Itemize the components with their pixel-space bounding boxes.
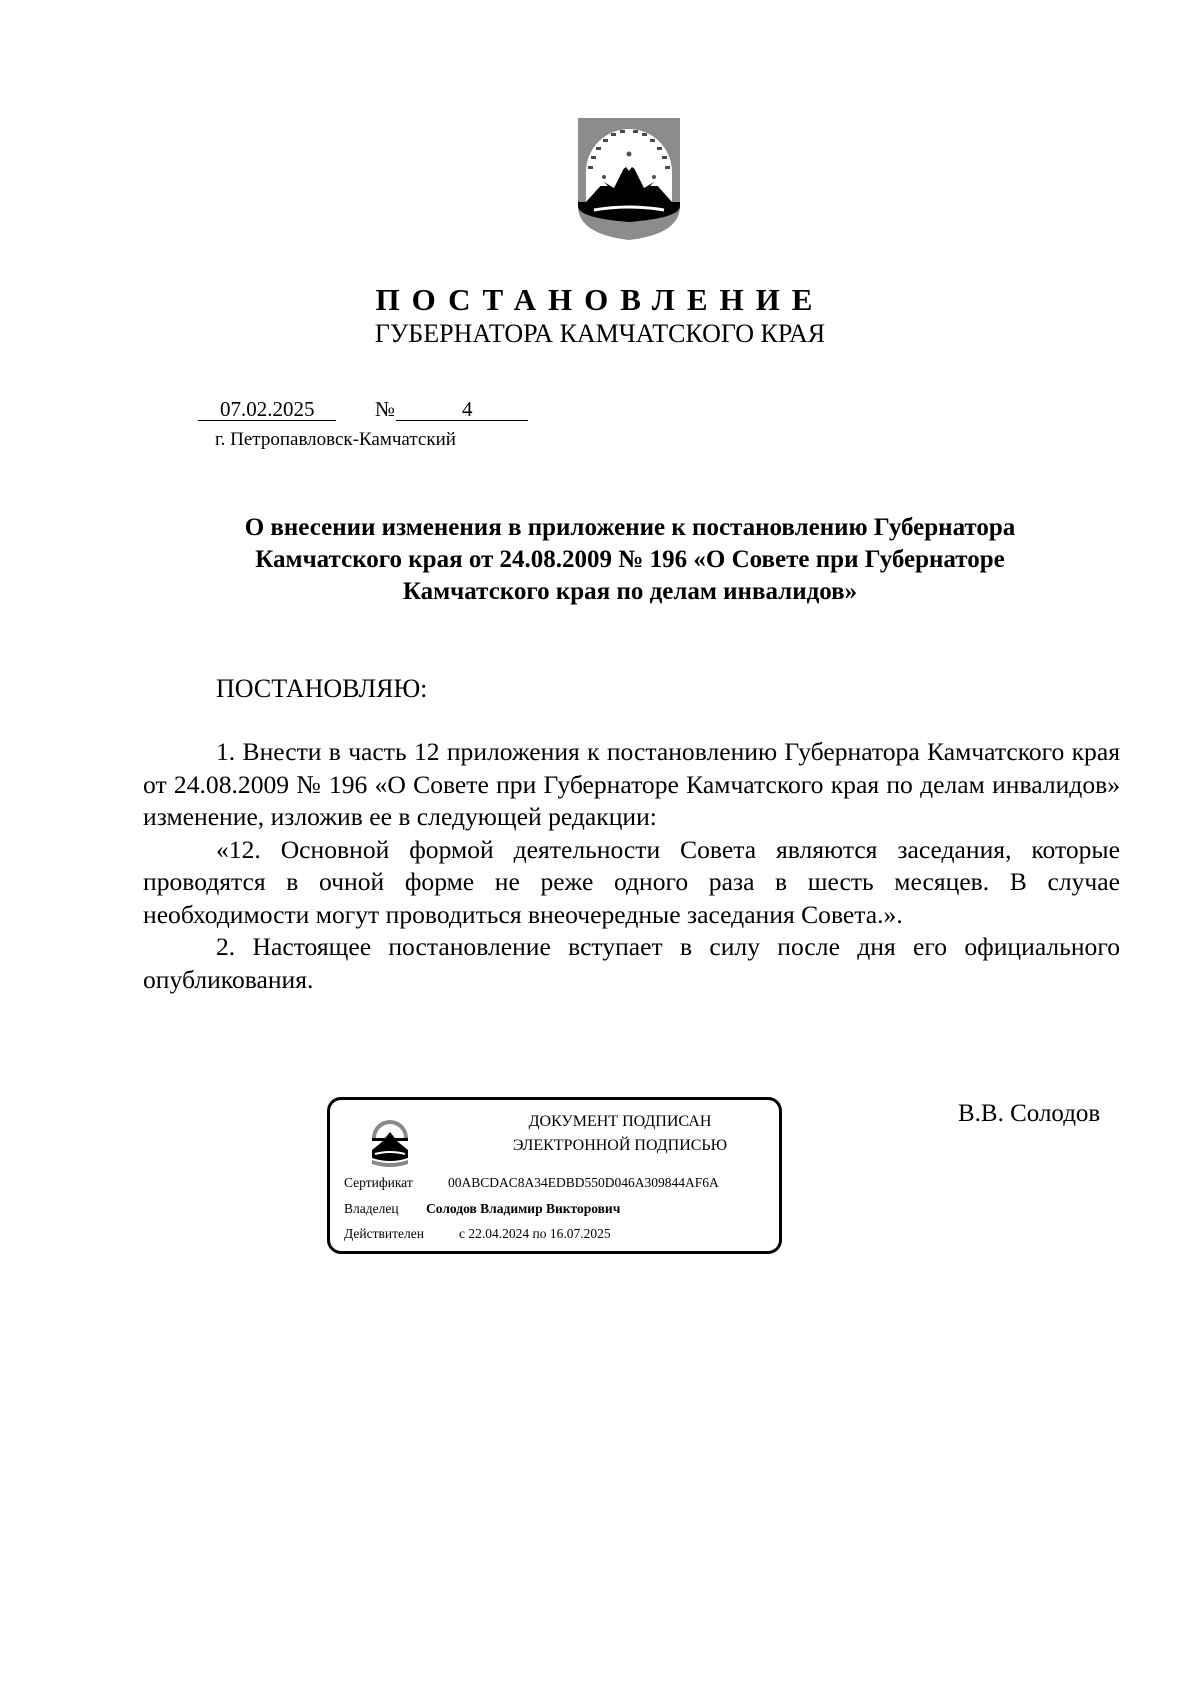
document-date: 07.02.2025: [220, 397, 315, 421]
valid-value: с 22.04.2024 по 16.07.2025: [459, 1226, 611, 1241]
cert-label: Сертификат: [344, 1175, 413, 1190]
paragraph-3: 2. Настоящее постановление вступает в силу после дня его официального опубликования.: [143, 932, 1120, 994]
coat-of-arms-icon: [574, 114, 684, 242]
stamp-owner-row: [344, 1201, 621, 1217]
stamp-valid-row: [344, 1226, 611, 1242]
resolve-heading: ПОСТАНОВЛЯЮ:: [216, 674, 428, 703]
paragraph-1: 1. Внести в часть 12 приложения к постановлению Губернатора Камчатского края от 24.08.2009 № 196 «О Совете при Губернаторе Камчатского края по делам инвалидов» изменение, изложив ее в следующей редакции:: [143, 737, 1120, 831]
stamp-line-1: ДОКУМЕНТ ПОДПИСАН: [528, 1113, 712, 1130]
paragraph-2: «12. Основной формой деятельности Совета являются заседания, которые проводятся в очной форме не реже одного раза в шесть месяцев. В случае необходимости могут проводиться внеочередные заседания Совета.».: [143, 834, 1120, 929]
subject-line: Камчатского края от 24.08.2009 № 196 «О Совете при Губернаторе: [255, 546, 1005, 573]
document-subject: [170, 512, 1090, 608]
document-body: [143, 736, 1120, 996]
stamp-cert-row: [344, 1175, 719, 1191]
cert-value: 00ABCDAC8A34EDBD550D046A309844AF6A: [448, 1175, 719, 1190]
subject-line: О внесении изменения в приложение к постановлению Губернатора: [244, 514, 1016, 541]
number-sign: №: [375, 397, 396, 421]
stamp-line-2: ЭЛЕКТРОННОЙ ПОДПИСЬЮ: [512, 1137, 728, 1154]
valid-label: Действителен: [344, 1226, 424, 1241]
stamp-heading: [450, 1110, 790, 1158]
owner-value: Солодов Владимир Викторович: [426, 1201, 621, 1216]
subject-line: Камчатского края по делам инвалидов»: [402, 578, 858, 605]
document-subtitle: ГУБЕРНАТОРА КАМЧАТСКОГО КРАЯ: [374, 319, 826, 348]
city: г. Петропавловск-Камчатский: [215, 429, 456, 450]
document-number: 4: [462, 397, 473, 421]
signer-name: В.В. Солодов: [958, 1100, 1101, 1127]
owner-label: Владелец: [344, 1201, 399, 1216]
document-title: ПОСТАНОВЛЕНИЕ: [375, 282, 825, 317]
electronic-signature-stamp: [327, 1097, 782, 1254]
date-number-row: [198, 397, 528, 427]
stamp-emblem-icon: [367, 1114, 413, 1170]
